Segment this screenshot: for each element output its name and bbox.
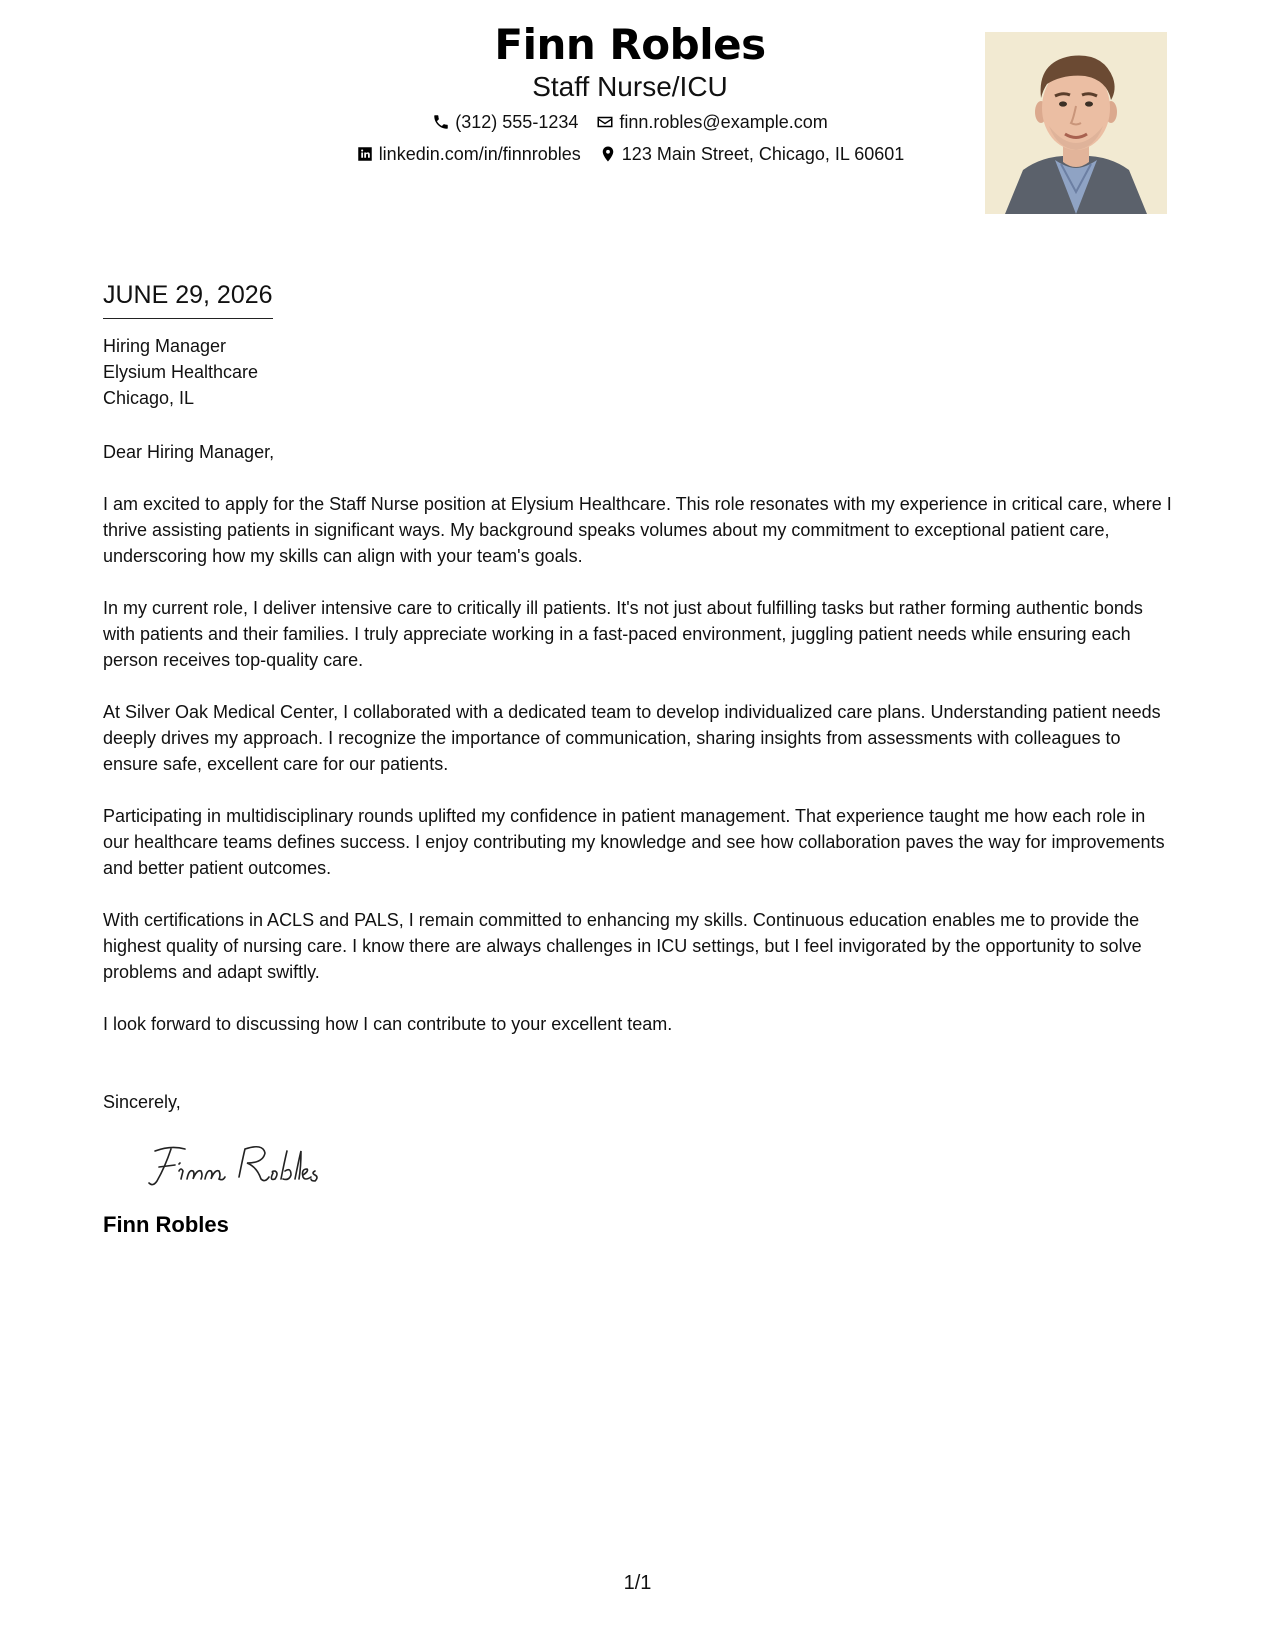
applicant-name: Finn Robles: [494, 20, 766, 69]
letter-header: [0, 20, 1275, 220]
envelope-icon: [596, 113, 614, 131]
salutation: Dear Hiring Manager,: [103, 442, 275, 462]
page-number: 1/1: [623, 1572, 652, 1594]
address-contact: [599, 142, 905, 166]
paragraph-silver-oak: At Silver Oak Medical Center, I collaborated with a dedicated team to develop individualized care plans. Understanding patient needs deeply drives my approach. I recognize the importance of communication, sharing insights from assessments with colleagues to ensure safe, excellent care for our patients.: [103, 702, 1161, 774]
recipient-company: Elysium Healthcare: [103, 362, 259, 382]
letter-date: JUNE 29, 2026: [103, 278, 273, 319]
recipient-title: Hiring Manager: [103, 336, 227, 356]
letter-body: [103, 278, 1173, 1239]
profile-photo: [985, 32, 1167, 214]
header-text: [230, 20, 1030, 166]
closing-phrase: Sincerely,: [103, 1092, 181, 1112]
email-address: finn.robles@example.com: [619, 112, 828, 132]
signer-name: Finn Robles: [103, 1212, 229, 1237]
recipient-location: Chicago, IL: [103, 388, 195, 408]
phone-contact[interactable]: [432, 110, 578, 134]
paragraph-certifications: With certifications in ACLS and PALS, I remain committed to enhancing my skills. Continuous education enables me to provide the highest quality of nursing care. I know there are always challenges in ICU settings, but I feel invigorated by the opportunity to solve problems and adapt swiftly.: [103, 910, 1142, 982]
linkedin-contact[interactable]: [356, 142, 581, 166]
street-address: 123 Main Street, Chicago, IL 60601: [621, 144, 905, 164]
linkedin-url: linkedin.com/in/finnrobles: [378, 144, 581, 164]
contact-row-2: [230, 142, 1030, 166]
paragraph-rounds: Participating in multidisciplinary rounds uplifted my confidence in patient management. That experience taught me how each role in our healthcare teams defines success. I enjoy contributing my knowledge and see how collaboration paves the way for improvements and better patient outcomes.: [103, 806, 1165, 878]
linkedin-icon: [356, 145, 374, 163]
job-title: Staff Nurse/ICU: [532, 71, 728, 102]
email-contact[interactable]: [596, 110, 827, 134]
map-marker-icon: [599, 145, 617, 163]
recipient-block: [103, 333, 1173, 411]
contact-row-1: [230, 110, 1030, 134]
paragraph-closing: I look forward to discussing how I can contribute to your excellent team.: [103, 1014, 673, 1034]
portrait-image: [985, 32, 1167, 214]
phone-icon: [432, 113, 450, 131]
paragraph-current-role: In my current role, I deliver intensive care to critically ill patients. It's not just about fulfilling tasks but rather forming authentic bonds with patients and their families. I truly appreciate working in a fast-paced environment, juggling patient needs while ensuring each person receives top-quality care.: [103, 598, 1143, 670]
handwritten-signature: [145, 1137, 325, 1197]
paragraph-intro: I am excited to apply for the Staff Nurse position at Elysium Healthcare. This role resonates with my experience in critical care, where I thrive assisting patients in significant ways. My background speaks volumes about my commitment to exceptional patient care, underscoring how my skills can align with your team's goals.: [103, 494, 1172, 566]
phone-number: (312) 555-1234: [455, 112, 579, 132]
